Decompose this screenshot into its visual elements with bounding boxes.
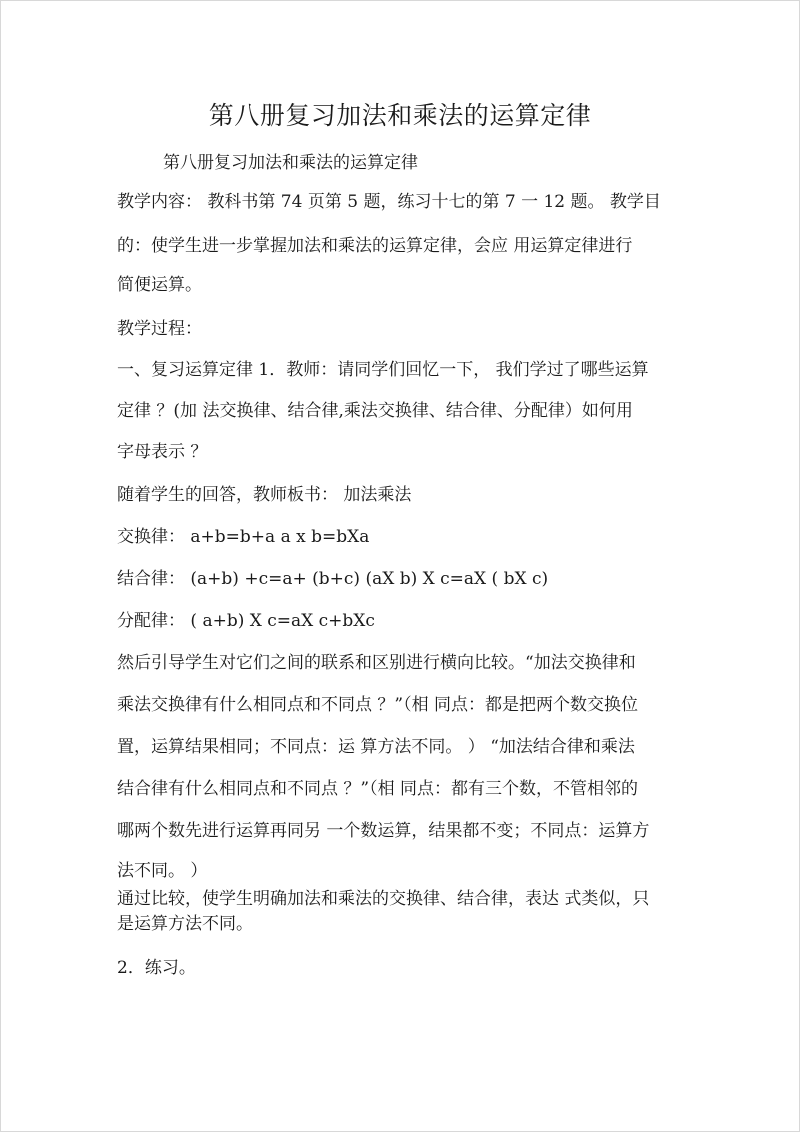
text-line: 是运算方法不同。: [117, 914, 253, 934]
text-line: 的：使学生进一步掌握加法和乘法的运算定律，会应 用运算定律进行: [117, 236, 633, 256]
text-line: 哪两个数先进行运算再同另 一个数运算，结果都不变；不同点：运算方: [117, 821, 650, 841]
text-line: 字母表示 ？: [117, 442, 208, 462]
formula-line: 结合律： (a+b) +c=a+ (b+c) (aX b) X c=aX ( bX c): [117, 569, 549, 589]
text-line: 2．练习。: [117, 958, 196, 978]
text-line: 然后引导学生对它们之间的联系和区别进行横向比较。“加法交换律和: [117, 653, 636, 673]
text-line: 简便运算。: [117, 275, 202, 295]
text-line: 一、复习运算定律 1．教师：请同学们回忆一下， 我们学过了哪些运算: [117, 360, 649, 380]
document-subtitle: 第八册复习加法和乘法的运算定律: [163, 153, 418, 173]
text-line: 法不同。 ）: [117, 861, 208, 881]
text-line: 定律 ？(加 法交换律、结合律,乘法交换律、结合律、分配律）如何用: [117, 401, 633, 421]
document-title: 第八册复习加法和乘法的运算定律: [208, 101, 592, 130]
text-line: 结合律有什么相同点和不同点 ？”（相 同点：都有三个数，不管相邻的: [117, 779, 638, 799]
formula-line: 交换律： a+b=b+a a x b=bXa: [117, 527, 370, 547]
text-line: 通过比较，使学生明确加法和乘法的交换律、结合律，表达 式类似，只: [117, 889, 650, 909]
text-line: 教学内容： 教科书第 74 页第 5 题，练习十七的第 7 一 12 题。 教学目: [117, 192, 661, 212]
text-line: 乘法交换律有什么相同点和不同点 ？”（相 同点：都是把两个数交换位: [117, 695, 638, 715]
formula-line: 分配律： ( a+b) X c=aX c+bXc: [117, 611, 375, 631]
text-line: 教学过程：: [117, 319, 202, 339]
text-line: 置，运算结果相同；不同点：运 算方法不同。 ） “加法结合律和乘法: [117, 737, 635, 757]
text-line: 随着学生的回答，教师板书： 加法乘法: [117, 485, 412, 505]
